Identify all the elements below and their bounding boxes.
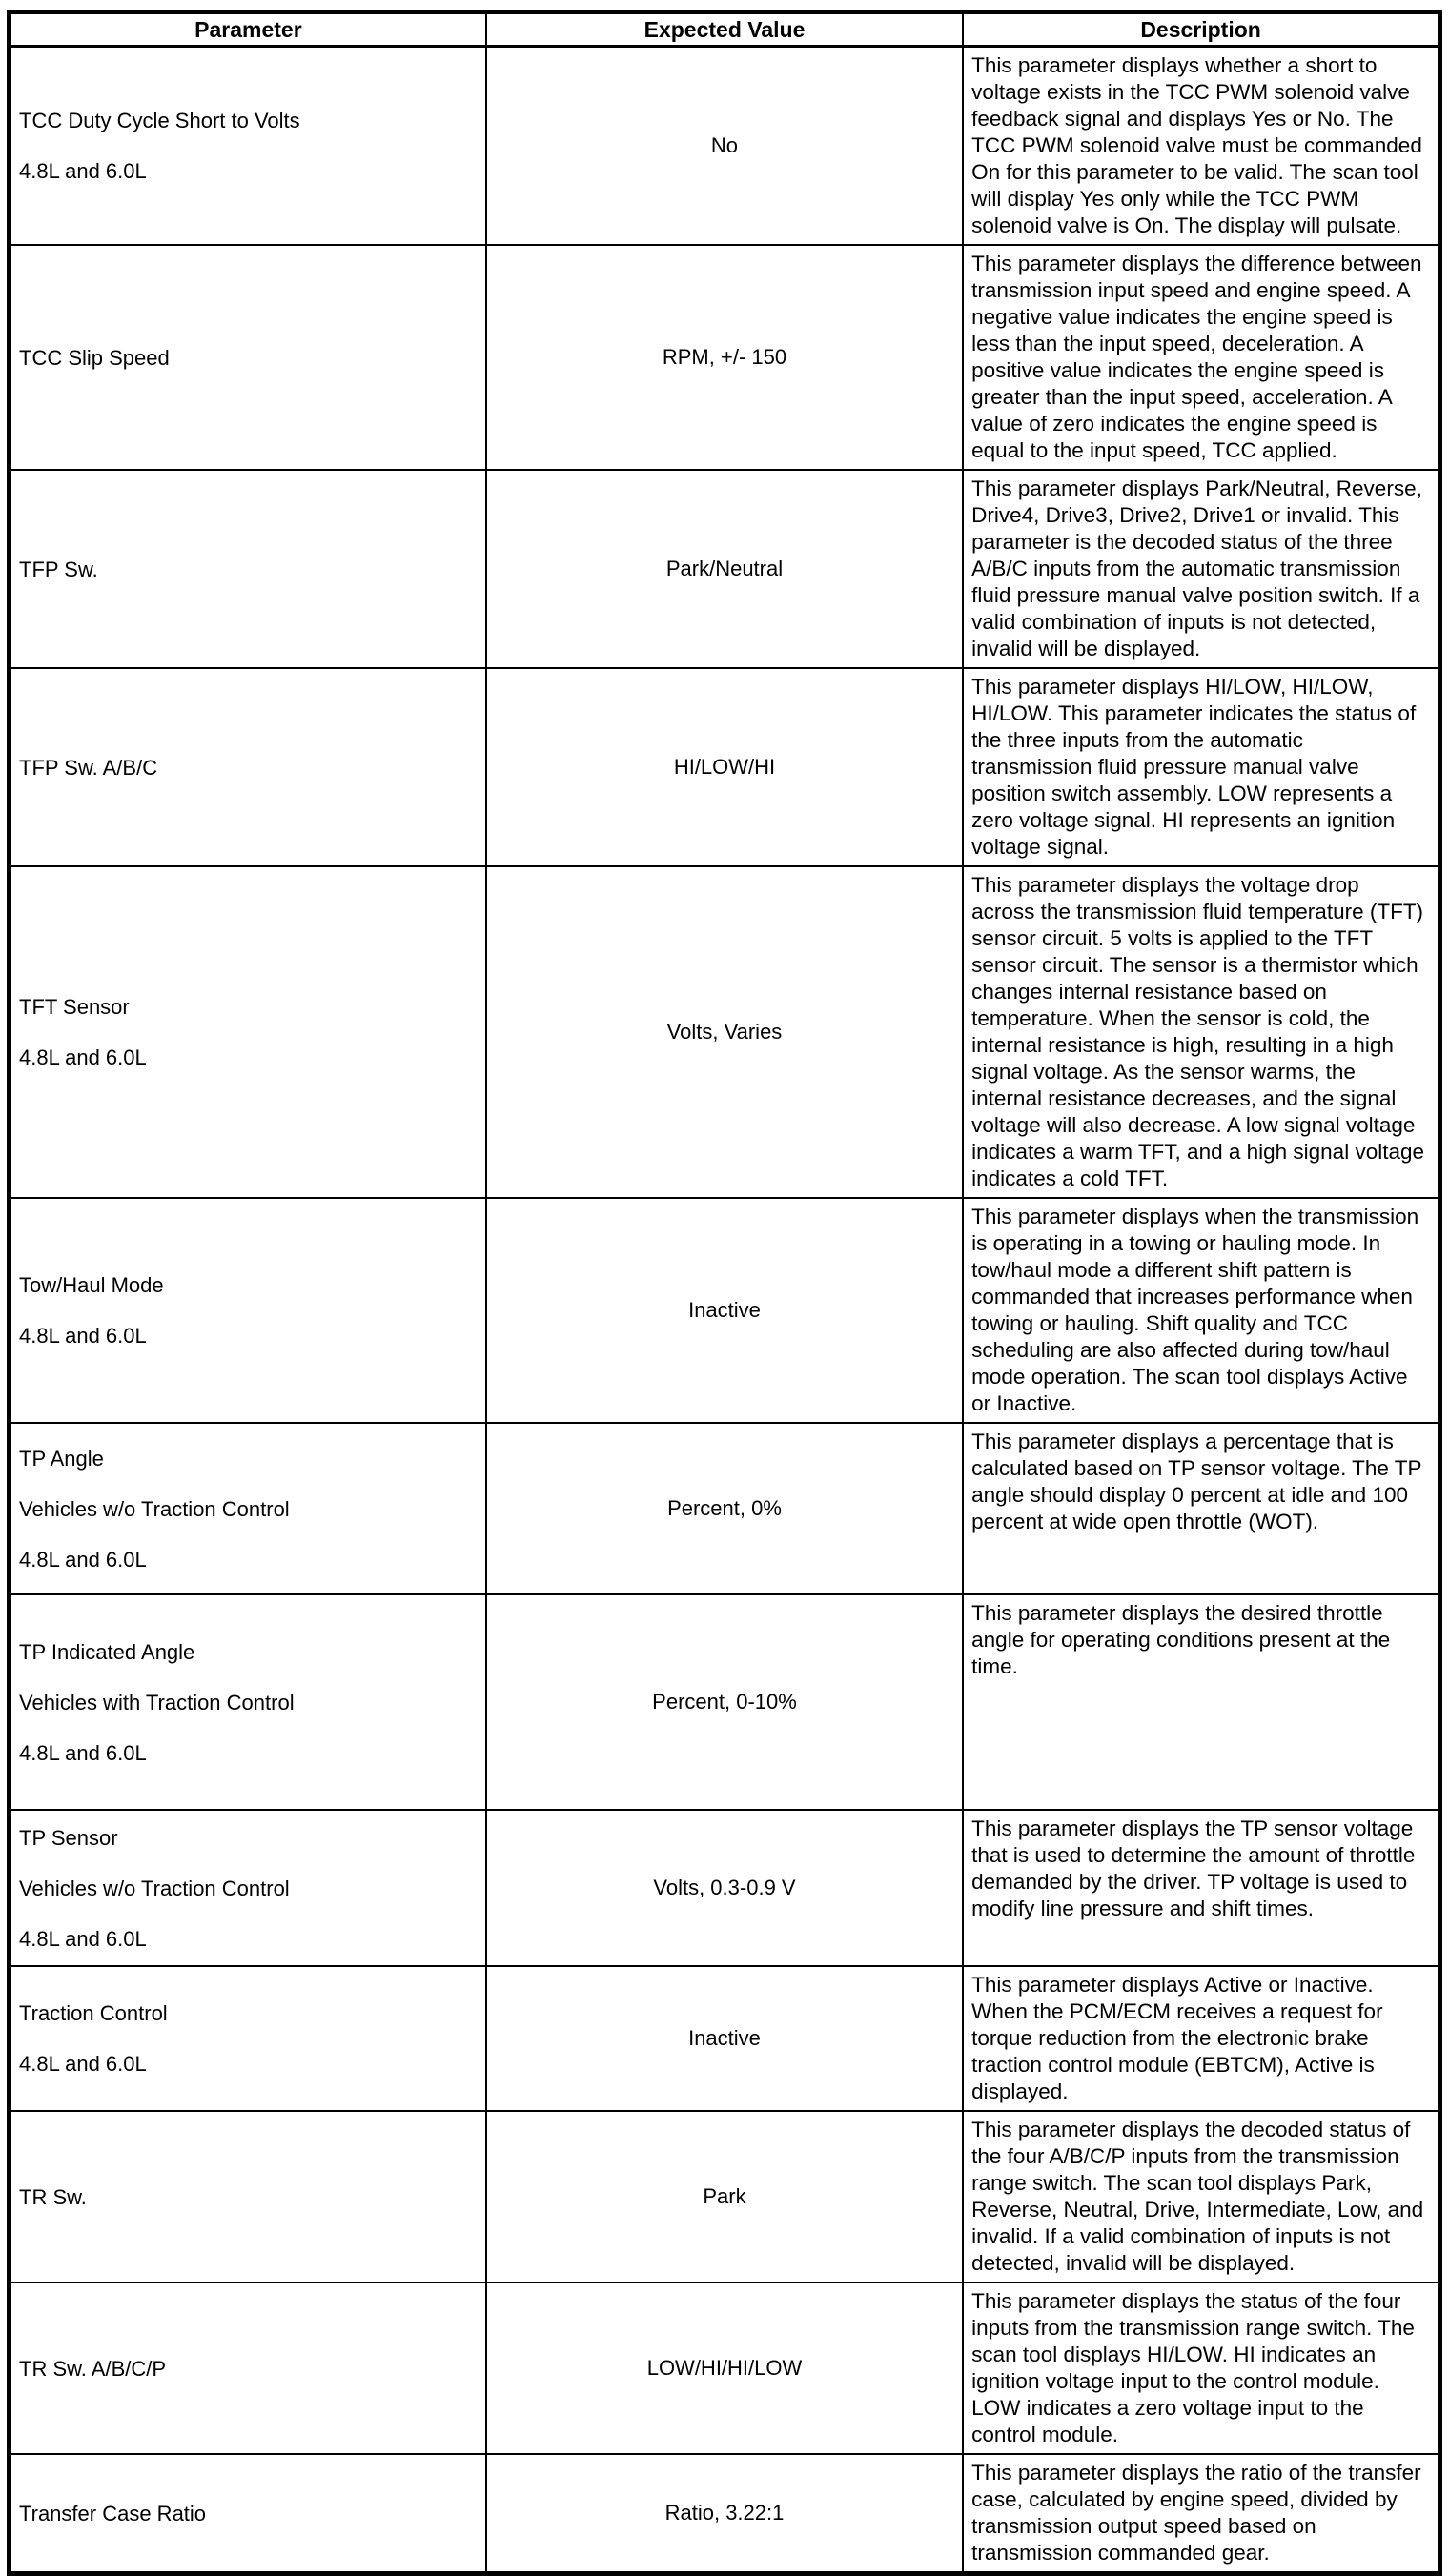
parameter-text: TP Sensor bbox=[19, 1825, 118, 1850]
parameter-text: Traction Control bbox=[19, 2001, 168, 2025]
parameter-text: 4.8L and 6.0L bbox=[19, 2052, 147, 2076]
parameter-text: 4.8L and 6.0L bbox=[19, 1547, 147, 1572]
parameter-text: TFP Sw. A/B/C bbox=[19, 755, 158, 780]
parameter-text: TP Indicated Angle bbox=[19, 1639, 195, 1664]
description-cell: This parameter displays the desired throttle angle for operating conditions present at the time. bbox=[963, 1594, 1439, 1810]
parameter-text: TR Sw. bbox=[19, 2184, 87, 2209]
column-header-description: Description bbox=[963, 12, 1439, 47]
column-header-parameter: Parameter bbox=[10, 12, 486, 47]
header-row bbox=[10, 12, 1440, 47]
description-cell: This parameter displays whether a short to voltage exists in the TCC PWM solenoid valve feedback signal and displays Yes or No. The TCC PWM solenoid valve must be commanded On for this parameter to be valid. The scan tool will display Yes only while the TCC PWM solenoid valve is On. The display will pulsate. bbox=[963, 47, 1439, 246]
expected-value-cell: Inactive bbox=[486, 1966, 963, 2111]
parameter-cell bbox=[10, 47, 486, 246]
expected-value-cell: Ratio, 3.22:1 bbox=[486, 2454, 963, 2574]
table-header bbox=[10, 12, 1440, 47]
parameter-cell bbox=[10, 668, 486, 866]
parameter-cell bbox=[10, 1966, 486, 2111]
expected-value-cell: Park bbox=[486, 2111, 963, 2282]
description-cell: This parameter displays HI/LOW, HI/LOW, HI/LOW. This parameter indicates the status of the three inputs from the automatic transmission fluid pressure manual valve position switch assembly. LOW represents a zero voltage signal. HI represents an ignition voltage signal. bbox=[963, 668, 1439, 866]
parameter-text: 4.8L and 6.0L bbox=[19, 1926, 147, 1951]
parameter-text: TFT Sensor bbox=[19, 995, 130, 1019]
expected-value-cell: Inactive bbox=[486, 1198, 963, 1423]
table-row bbox=[10, 2111, 1440, 2282]
parameter-text: TCC Slip Speed bbox=[19, 345, 170, 370]
expected-value-cell: Volts, Varies bbox=[486, 866, 963, 1198]
expected-value-cell: Volts, 0.3-0.9 V bbox=[486, 1810, 963, 1966]
table-row bbox=[10, 1810, 1440, 1966]
description-cell: This parameter displays the voltage drop across the transmission fluid temperature (TFT) sensor circuit. 5 volts is applied to the TFT sensor circuit. The sensor is a thermistor which changes internal resistance based on temperature. When the sensor is cold, the internal resistance is high, resulting in a high signal voltage. As the sensor warms, the internal resistance decreases, and the signal voltage will also decrease. A low signal voltage indicates a warm TFT, and a high signal voltage indicates a cold TFT. bbox=[963, 866, 1439, 1198]
expected-value-cell: Park/Neutral bbox=[486, 470, 963, 668]
table-body bbox=[10, 47, 1440, 2574]
parameter-text: TCC Duty Cycle Short to Volts bbox=[19, 109, 300, 132]
description-cell: This parameter displays the TP sensor voltage that is used to determine the amount of throttle demanded by the driver. TP voltage is used to modify line pressure and shift times. bbox=[963, 1810, 1439, 1966]
expected-value-cell: HI/LOW/HI bbox=[486, 668, 963, 866]
description-cell: This parameter displays Active or Inactive. When the PCM/ECM receives a request for torque reduction from the electronic brake traction control module (EBTCM), Active is displayed. bbox=[963, 1966, 1439, 2111]
expected-value-cell: Percent, 0% bbox=[486, 1423, 963, 1594]
expected-value-cell: RPM, +/- 150 bbox=[486, 245, 963, 470]
expected-value-cell: LOW/HI/HI/LOW bbox=[486, 2282, 963, 2454]
expected-value-cell: No bbox=[486, 47, 963, 246]
parameter-text: 4.8L and 6.0L bbox=[19, 1324, 147, 1348]
scan-data-parameters-table bbox=[7, 10, 1442, 2576]
parameter-text: Vehicles w/o Traction Control bbox=[19, 1496, 290, 1521]
parameter-cell bbox=[10, 2282, 486, 2454]
parameter-cell bbox=[10, 245, 486, 470]
table-row bbox=[10, 245, 1440, 470]
description-cell: This parameter displays the difference between transmission input speed and engine speed. A negative value indicates the engine speed is less than the input speed, deceleration. A positive value indicates the engine speed is greater than the input speed, acceleration. A value of zero indicates the engine speed is equal to the input speed, TCC applied. bbox=[963, 245, 1439, 470]
table-row bbox=[10, 1594, 1440, 1810]
description-cell: This parameter displays the decoded status of the four A/B/C/P inputs from the transmission range switch. The scan tool displays Park, Reverse, Neutral, Drive, Intermediate, Low, and invalid. If a valid combination of inputs is not detected, invalid will be displayed. bbox=[963, 2111, 1439, 2282]
parameter-cell bbox=[10, 866, 486, 1198]
description-cell: This parameter displays a percentage that is calculated based on TP sensor voltage. The TP angle should display 0 percent at idle and 100 percent at wide open throttle (WOT). bbox=[963, 1423, 1439, 1594]
parameter-cell bbox=[10, 1198, 486, 1423]
expected-value-cell: Percent, 0-10% bbox=[486, 1594, 963, 1810]
table-row bbox=[10, 866, 1440, 1198]
table-row bbox=[10, 2282, 1440, 2454]
table-row bbox=[10, 470, 1440, 668]
description-cell: This parameter displays Park/Neutral, Reverse, Drive4, Drive3, Drive2, Drive1 or invalid. This parameter is the decoded status of the three A/B/C inputs from the automatic transmission fluid pressure manual valve position switch. If a valid combination of inputs is not detected, invalid will be displayed. bbox=[963, 470, 1439, 668]
parameter-text: Transfer Case Ratio bbox=[19, 2501, 207, 2525]
parameter-text: TFP Sw. bbox=[19, 557, 98, 581]
parameter-text: Vehicles with Traction Control bbox=[19, 1690, 295, 1714]
description-cell: This parameter displays the ratio of the transfer case, calculated by engine speed, divided by transmission output speed based on transmission commanded gear. bbox=[963, 2454, 1439, 2574]
table-row bbox=[10, 668, 1440, 866]
table-row bbox=[10, 2454, 1440, 2574]
description-cell: This parameter displays the status of the four inputs from the transmission range switch. The scan tool displays HI/LOW. HI indicates an ignition voltage input to the control module. LOW indicates a zero voltage input to the control module. bbox=[963, 2282, 1439, 2454]
parameter-text: TR Sw. A/B/C/P bbox=[19, 2356, 167, 2381]
parameter-cell bbox=[10, 1423, 486, 1594]
parameter-text: TP Angle bbox=[19, 1446, 104, 1471]
parameter-cell bbox=[10, 1594, 486, 1810]
table-row bbox=[10, 47, 1440, 246]
parameter-text: 4.8L and 6.0L bbox=[19, 1045, 147, 1069]
description-cell: This parameter displays when the transmission is operating in a towing or hauling mode. In tow/haul mode a different shift pattern is commanded that increases performance when towing or hauling. Shift quality and TCC scheduling are also affected during tow/haul mode operation. The scan tool displays Active or Inactive. bbox=[963, 1198, 1439, 1423]
parameter-text: Tow/Haul Mode bbox=[19, 1273, 164, 1297]
parameter-text: 4.8L and 6.0L bbox=[19, 1740, 147, 1765]
table-row bbox=[10, 1198, 1440, 1423]
parameter-cell bbox=[10, 470, 486, 668]
parameter-cell bbox=[10, 2111, 486, 2282]
parameter-cell bbox=[10, 1810, 486, 1966]
table-row bbox=[10, 1423, 1440, 1594]
parameter-cell bbox=[10, 2454, 486, 2574]
table-row bbox=[10, 1966, 1440, 2111]
parameter-text: Vehicles w/o Traction Control bbox=[19, 1876, 290, 1900]
column-header-expected-value: Expected Value bbox=[486, 12, 963, 47]
parameter-text: 4.8L and 6.0L bbox=[19, 159, 147, 183]
